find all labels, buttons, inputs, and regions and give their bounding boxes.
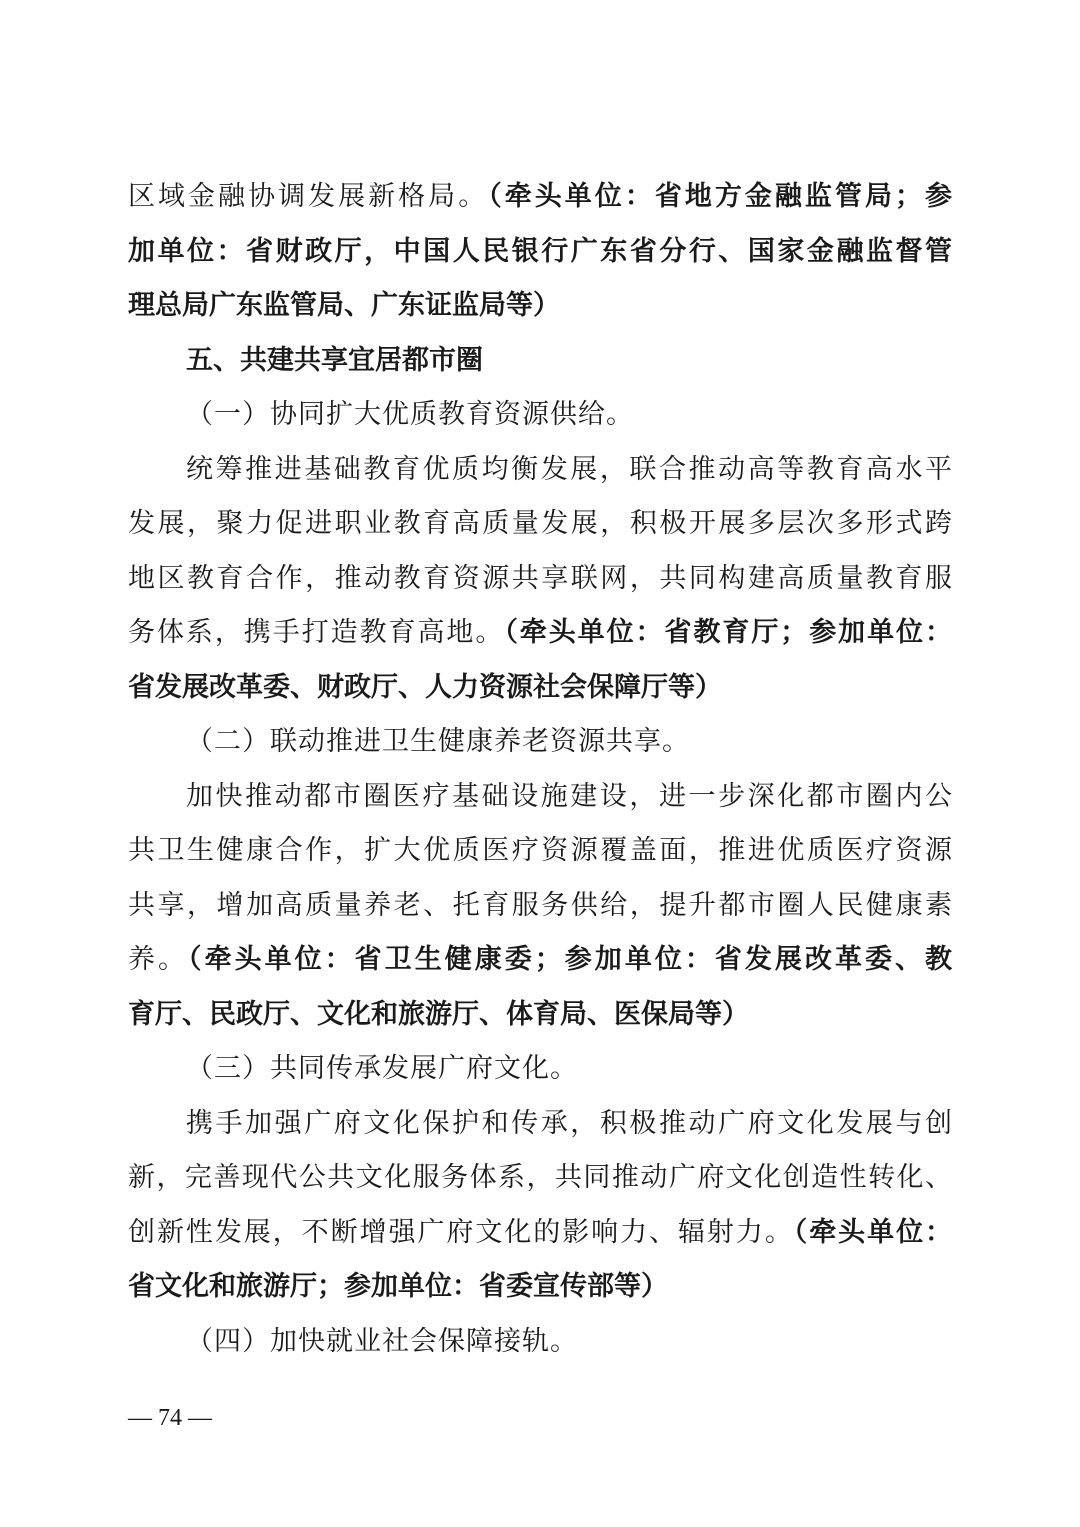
paragraph-line [128,225,952,280]
paragraph-line [128,770,952,825]
text-bold: 育厅、民政厅、文化和旅游厅、体育局、医保局等） [128,998,749,1030]
text-bold: （牵头单位： [793,1216,953,1248]
subsection-title: （二）联动推进卫生健康养老资源共享。 [186,726,690,757]
paragraph-line [128,170,952,225]
paragraph-line [128,1260,952,1315]
text-bold: 省文化和旅游厅；参加单位：省委宣传部等） [128,1271,668,1302]
paragraph-line [128,279,952,334]
document-body [128,170,952,1369]
subsection-title: （一）协同扩大优质教育资源供给。 [186,399,634,430]
paragraph-line [128,552,952,607]
section-heading: 五、共建共享宜居都市圈 [186,344,483,376]
subsection-title: （四）加快就业社会保障接轨。 [186,1325,578,1357]
text-normal: 地区教育合作，推动教育资源共享联网，共同构建高质量教育服 [128,562,952,594]
paragraph-line [128,1097,952,1152]
paragraph-line [128,988,952,1043]
text-normal: 新，完善现代公共文化服务体系，共同推动广府文化创造性转化、 [128,1162,952,1193]
paragraph-line [128,1151,952,1206]
text-normal: 发展，聚力促进职业教育高质量发展，积极开展多层次多形式跨 [128,508,952,539]
paragraph-line [128,933,952,988]
text-normal: 携手加强广府文化保护和传承，积极推动广府文化发展与创 [186,1107,952,1139]
text-bold: 加单位：省财政厅，中国人民银行广东省分行、国家金融监督管 [128,235,952,267]
text-normal: 统筹推进基础教育优质均衡发展，联合推动高等教育高水平 [186,453,952,485]
paragraph-line [128,497,952,552]
paragraph-line [128,443,952,498]
text-bold: 省发展改革委、财政厅、人力资源社会保障厅等） [128,671,722,703]
text-normal: 共卫生健康合作，扩大优质医疗资源覆盖面，推进优质医疗资源 [128,835,952,866]
text-bold: （牵头单位：省教育厅；参加单位： [504,617,953,648]
paragraph-line [128,1206,952,1261]
page-number: — 74 — [128,1405,212,1431]
text-bold: 理总局广东监管局、广东证监局等） [128,290,560,321]
text-normal: 养。 [128,944,189,975]
paragraph-line [128,824,952,879]
text-normal: 共享，增加高质量养老、托育服务供给，提升都市圈人民健康素 [128,889,952,921]
text-normal: 加快推动都市圈医疗基础设施建设，进一步深化都市圈内公 [186,780,952,812]
text-bold: （牵头单位：省地方金融监管局；参 [488,181,953,212]
paragraph-line [128,879,952,934]
text-normal: 务体系，携手打造教育高地。 [128,617,505,648]
text-normal: 区域金融协调发展新格局。 [128,181,489,212]
text-normal: 创新性发展，不断增强广府文化的影响力、辐射力。 [128,1216,794,1248]
subsection-title: （三）共同传承发展广府文化。 [186,1053,578,1084]
text-bold: （牵头单位：省卫生健康委；参加单位：省发展改革委、教 [188,944,953,975]
paragraph-line [128,661,952,716]
paragraph-line [128,606,952,661]
